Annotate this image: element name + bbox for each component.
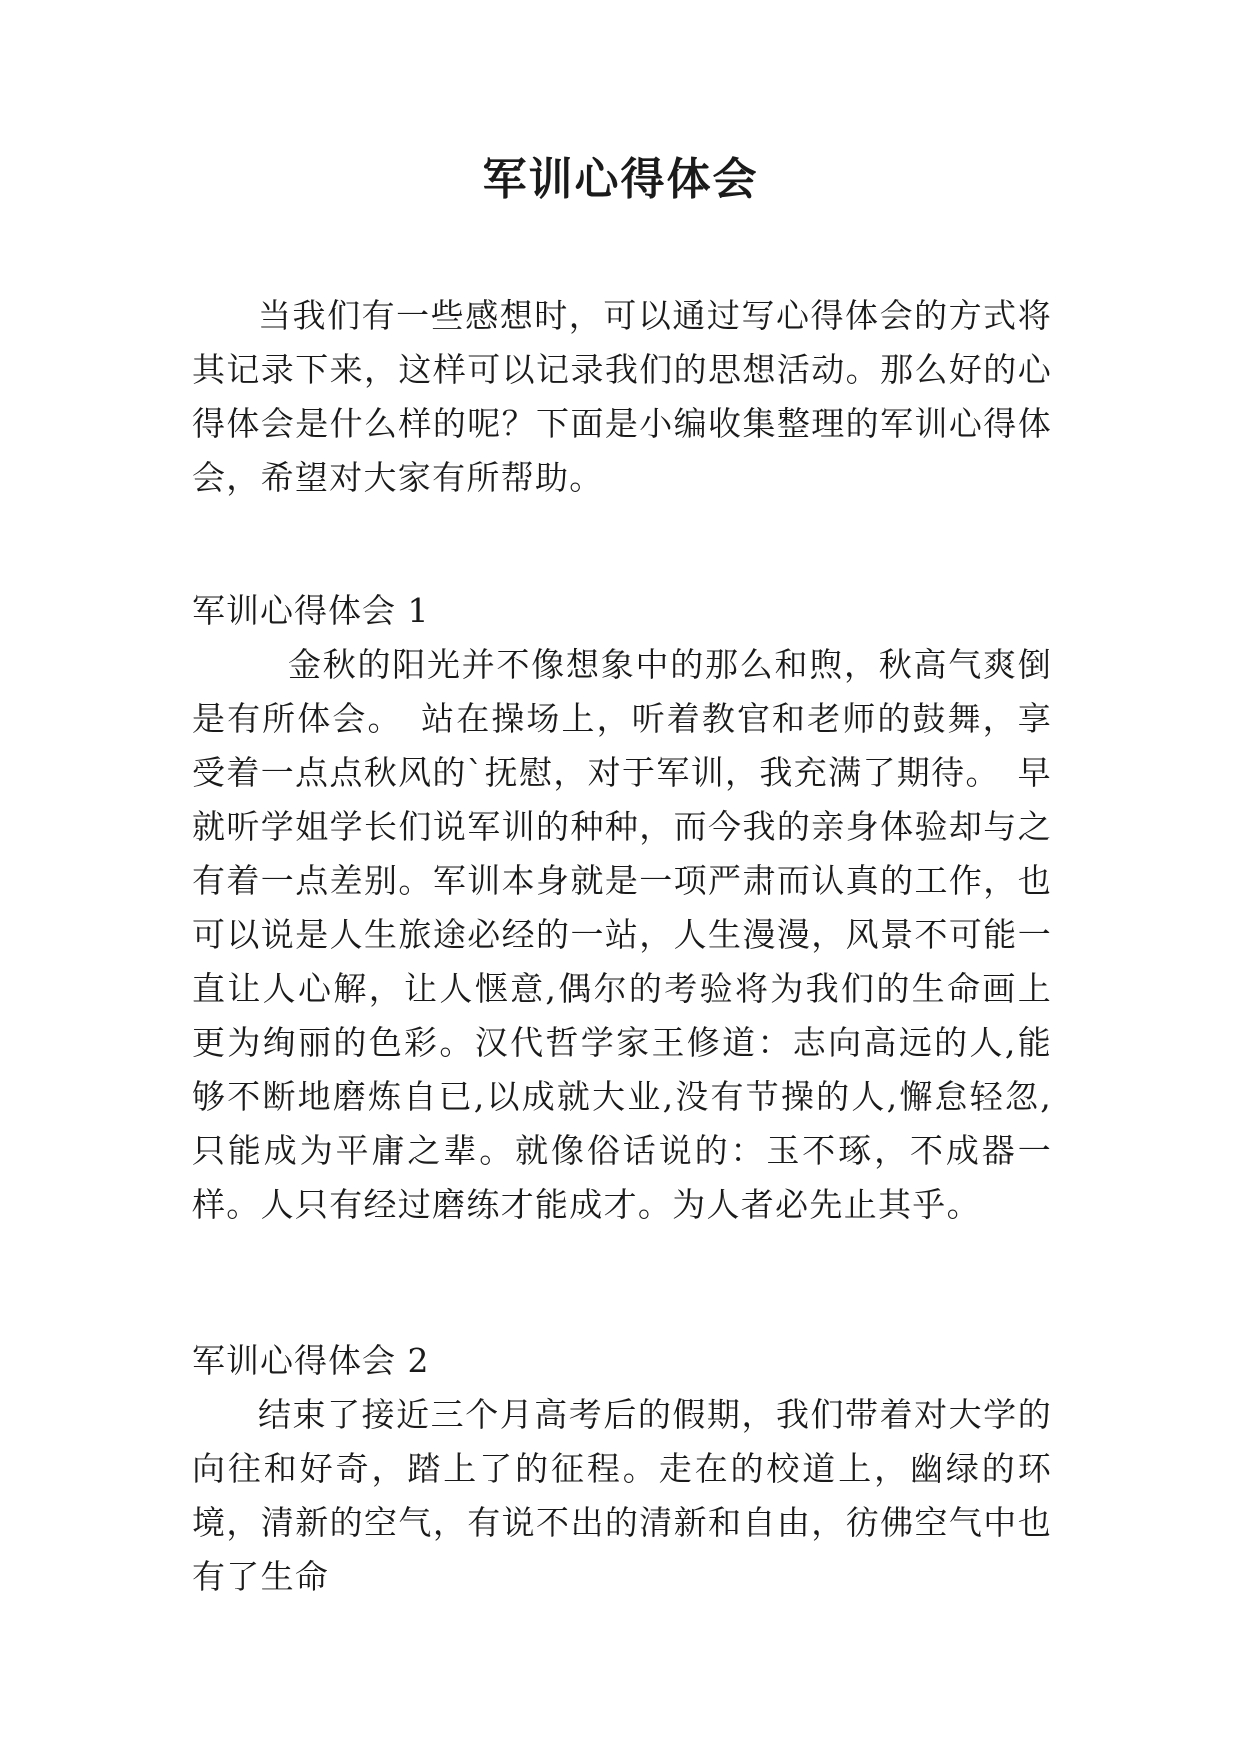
document-title: 军训心得体会 — [482, 154, 759, 205]
section-body-1: 金秋的阳光并不像想象中的那么和煦，秋高气爽倒是有所体会。 站在操场上，听着教官和老师的鼓舞，享受着一点点秋风的`抚慰，对于军训，我充满了期待。 早就听学姐学长们说军训的种种，而今我的亲身体验却与之有着一点差别。军训本身就是一项严肃而认真的工作，也可以说是人生旅途必经的一站，人生漫漫，风景不可能一直让人心解，让人惬意,偶尔的考验将为我们的生命画上更为绚丽的色彩。汉代哲学家王修道：志向高远的人,能够不断地磨炼自已,以成就大业,没有节操的人,懈怠轻忽,只能成为平庸之辈。就像俗话说的：玉不琢，不成器一样。人只有经过磨练才能成才。为人者必先止其乎。 — [192, 645, 1052, 1224]
section-heading-1: 军训心得体会 1 — [192, 591, 430, 630]
section-heading-2: 军训心得体会 2 — [192, 1341, 430, 1380]
intro-paragraph: 当我们有一些感想时，可以通过写心得体会的方式将其记录下来，这样可以记录我们的思想活动。那么好的心得体会是什么样的呢？下面是小编收集整理的军训心得体会，希望对大家有所帮助。 — [192, 296, 1052, 497]
section-body-2: 结束了接近三个月高考后的假期，我们带着对大学的向往和好奇，踏上了的征程。走在的校道上，幽绿的环境，清新的空气，有说不出的清新和自由，彷佛空气中也有了生命 — [192, 1395, 1052, 1596]
